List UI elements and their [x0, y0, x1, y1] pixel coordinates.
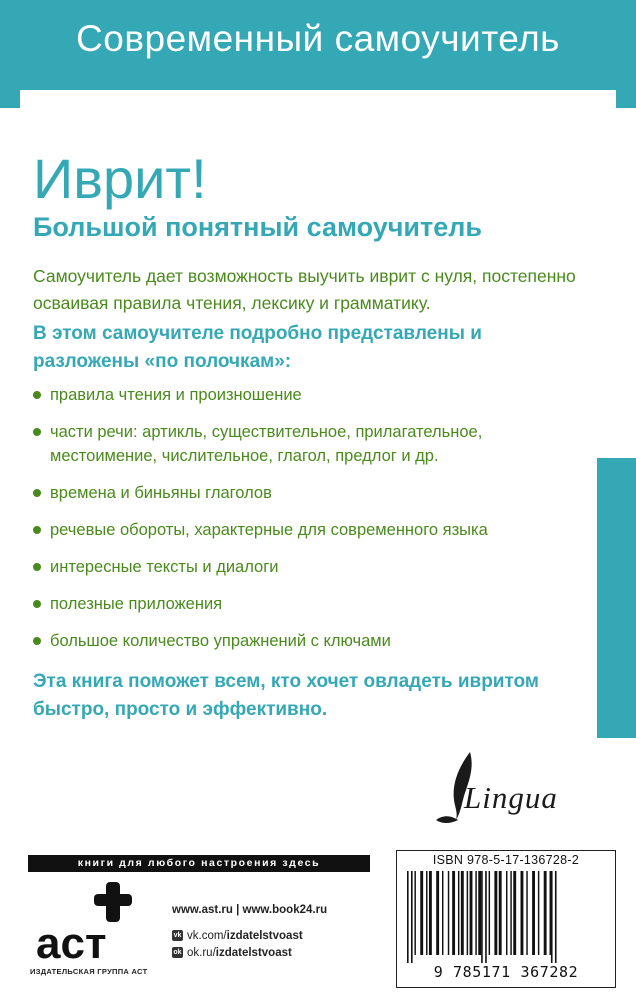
vk-icon: vk — [173, 932, 182, 939]
intro-paragraph: Самоучитель дает возможность выучить иврит с нуля, постепенно осваивая правила чтения, лексику и грамматику. — [33, 266, 576, 313]
features-list — [33, 383, 593, 666]
list-item: большое количество упражнений с ключами — [33, 629, 593, 653]
bullet-icon — [33, 600, 41, 608]
bullet-icon — [33, 489, 41, 497]
ast-mark-icon — [28, 880, 138, 965]
banner-tab-left — [0, 90, 20, 108]
isbn-number: ISBN 978-5-17-136728-2 — [432, 853, 580, 867]
bullet-icon — [33, 428, 41, 436]
barcode-panel — [396, 850, 616, 988]
side-accent-stripe — [597, 458, 636, 738]
closing-statement: Эта книга поможет всем, кто хочет овладеть ивритом быстро, просто и эффективно. — [33, 671, 539, 720]
ast-logo — [28, 880, 138, 980]
book-subtitle: Большой понятный самоучитель — [33, 212, 483, 242]
bullet-icon — [33, 637, 41, 645]
publisher-caption: ИЗДАТЕЛЬСКАЯ ГРУППА АСТ — [30, 967, 148, 976]
bullet-icon — [33, 563, 41, 571]
ok-icon: ok — [173, 949, 182, 956]
barcode-digits: 9 785171 367282 — [433, 963, 579, 981]
barcode-icon — [405, 871, 607, 963]
features-heading: В этом самоучителе подробно представлены и разложены «по полочкам»: — [33, 323, 482, 372]
list-item: интересные тексты и диалоги — [33, 555, 593, 579]
book-title: Иврит! — [33, 147, 207, 210]
bullet-icon — [33, 526, 41, 534]
banner-tab-right — [616, 90, 636, 108]
social-links — [172, 927, 303, 961]
bullet-icon — [33, 391, 41, 399]
social-link-ok: ok ok.ru/ izdatelstvoast — [173, 946, 292, 959]
series-title: Современный самоучитель — [76, 18, 560, 59]
social-link-vk: vk vk.com/ izdatelstvoast — [173, 929, 303, 942]
series-banner — [0, 0, 636, 90]
publisher-tagline: книги для любого настроения здесь — [28, 855, 370, 872]
ast-logo-text: аст — [36, 919, 107, 965]
list-item: речевые обороты, характерные для современного языка — [33, 518, 593, 542]
lingua-imprint-logo — [428, 750, 568, 828]
list-item: части речи: артикль, существительное, прилагательное, местоимение, числительное, глагол, предлог и др. — [33, 420, 593, 468]
list-item: полезные приложения — [33, 592, 593, 616]
list-item: правила чтения и произношение — [33, 383, 593, 407]
lingua-wordmark: Lingua — [464, 780, 558, 815]
list-item: времена и биньяны глаголов — [33, 481, 593, 505]
publisher-websites: www.ast.ru | www.book24.ru — [172, 904, 328, 916]
